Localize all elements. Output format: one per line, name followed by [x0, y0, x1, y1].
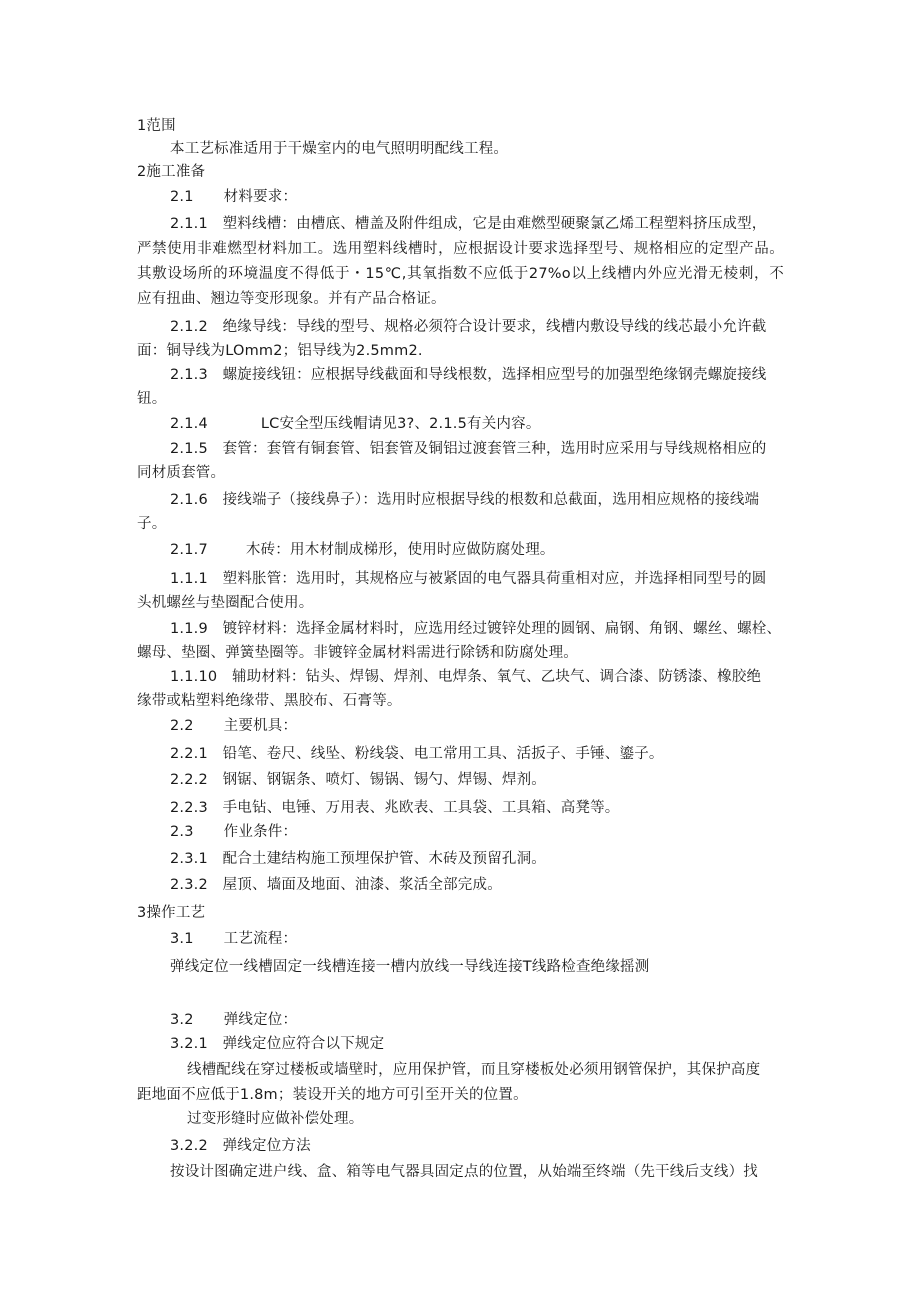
para-3-2-2: 3.2.2 弹线定位方法: [170, 1138, 311, 1154]
para-2-1-6-line: 子。: [137, 516, 167, 532]
heading-scope: 1范围: [137, 118, 176, 134]
para-2-2-1: 2.2.1 铅笔、卷尺、线坠、粉线袋、电工常用工具、活扳子、手锤、鎏子。: [170, 746, 664, 762]
para-2-1-5-line: 2.1.5 套管：套管有铜套管、铝套管及铜铝过渡套管三种，选用时应采用与导线规格相应的: [170, 441, 767, 457]
para-2-2-2: 2.2.2 钢锯、钢锯条、喷灯、锡锅、锡勺、焊锡、焊剂。: [170, 772, 546, 788]
heading-preparation: 2施工准备: [137, 164, 206, 180]
para-1-1-9-line: 螺母、垫圈、弹簧垫圈等。非镀锌金属材料需进行除锈和防腐处理。: [137, 645, 578, 661]
para-2-1-1-line: 严禁使用非难燃型材料加工。选用塑料线槽时，应根据设计要求选择型号、规格相应的定型产品。: [137, 241, 784, 257]
section-text: 木砖：用木材制成梯形，使用时应做防腐处理。: [245, 542, 555, 558]
section-3-1: [170, 929, 297, 949]
para-3-2-1-body: 距地面不应低于1.8m；装设开关的地方可引至开关的位置。: [137, 1087, 528, 1103]
section-number: 2.1.7: [170, 542, 208, 558]
para-2-1-7: [170, 540, 555, 560]
section-number: 2.1: [170, 189, 194, 205]
section-text: LC安全型压线帽请见3?、2.1.5有关内容。: [260, 416, 541, 432]
para-2-1-1-line: 应有扭曲、翘边等变形现象。并有产品合格证。: [137, 291, 446, 307]
para-2-1-1-line: 其敷设场所的环境温度不得低于・15℃,其氧指数不应低于27%o以上线槽内外应光滑无棱刺，不: [137, 266, 784, 282]
section-number: 2.3: [170, 824, 194, 840]
para-2-3-1: 2.3.1 配合土建结构施工预埋保护管、木砖及预留孔洞。: [170, 851, 546, 867]
section-number: 3.1: [170, 931, 194, 947]
para-2-1-3-line: 2.1.3 螺旋接线钮：应根据导线截面和导线根数，选择相应型号的加强型绝缘钢壳螺旋接线: [170, 367, 767, 383]
section-3-2: [170, 1010, 297, 1030]
section-title: 主要机具：: [223, 718, 298, 734]
para-2-1-3-line: 钮。: [137, 391, 167, 407]
scope-text: 本工艺标准适用于干燥室内的电气照明明配线工程。: [170, 141, 509, 157]
para-2-1-2-line: 2.1.2 绝缘导线：导线的型号、规格必须符合设计要求，线槽内敷设导线的线芯最小允许截: [170, 319, 767, 335]
para-2-1-2-line: 面：铜导线为LOmm2；铝导线为2.5mm2.: [137, 343, 423, 359]
section-title: 弹线定位：: [223, 1012, 298, 1028]
section-2-1: [170, 187, 297, 207]
para-1-1-10-line: 1.1.10 辅助材料：钻头、焊锡、焊剂、电焊条、氧气、乙块气、调合漆、防锈漆、橡胶绝: [170, 669, 762, 685]
para-1-1-9-line: 1.1.9 镀锌材料：选择金属材料时，应选用经过镀锌处理的圆钢、扁钢、角钢、螺丝、螺栓、: [170, 621, 782, 637]
heading-operation: 3操作工艺: [137, 905, 206, 921]
para-2-1-6-line: 2.1.6 接线端子（接线鼻子）：选用时应根据导线的根数和总截面，选用相应规格的接线端: [170, 492, 760, 508]
section-title: 作业条件：: [223, 824, 298, 840]
section-number: 2.1.4: [170, 416, 208, 432]
para-3-2-1-body: 线槽配线在穿过楼板或墙壁时，应用保护管，而且穿楼板处必须用钢管保护，其保护高度: [187, 1062, 761, 1078]
para-3-2-1: 3.2.1 弹线定位应符合以下规定: [170, 1036, 385, 1052]
para-2-1-1-line: 2.1.1 塑料线槽：由槽底、槽盖及附件组成，它是由难燃型硬聚氯乙烯工程塑料挤压成型，: [170, 216, 767, 232]
section-title: 材料要求：: [223, 189, 298, 205]
para-3-2-1-body: 过变形缝时应做补偿处理。: [187, 1111, 364, 1127]
para-2-3-2: 2.3.2 屋顶、墙面及地面、油漆、浆活全部完成。: [170, 877, 502, 893]
section-number: 3.2: [170, 1012, 194, 1028]
section-number: 2.2: [170, 718, 194, 734]
section-2-2: [170, 716, 297, 736]
para-1-1-1-line: 头机螺丝与垫圈配合使用。: [137, 595, 314, 611]
para-1-1-1-line: 1.1.1 塑料胀管：选用时，其规格应与被紧固的电气器具荷重相对应，并选择相同型号的圆: [170, 571, 767, 587]
para-3-2-2-body: 按设计图确定进户线、盒、箱等电气器具固定点的位置，从始端至终端（先干线后支线）找: [170, 1164, 758, 1180]
para-2-1-4: [170, 414, 541, 434]
para-2-2-3: 2.2.3 手电钻、电锤、万用表、兆欧表、工具袋、工具箱、高凳等。: [170, 800, 620, 816]
section-2-3: [170, 822, 297, 842]
para-1-1-10-line: 缘带或粘塑料绝缘带、黑胶布、石膏等。: [137, 693, 402, 709]
para-2-1-5-line: 同材质套管。: [137, 465, 226, 481]
section-title: 工艺流程：: [223, 931, 298, 947]
process-flow: 弹线定位一线槽固定一线槽连接一槽内放线一导线连接T线路检查绝缘摇测: [170, 959, 650, 975]
